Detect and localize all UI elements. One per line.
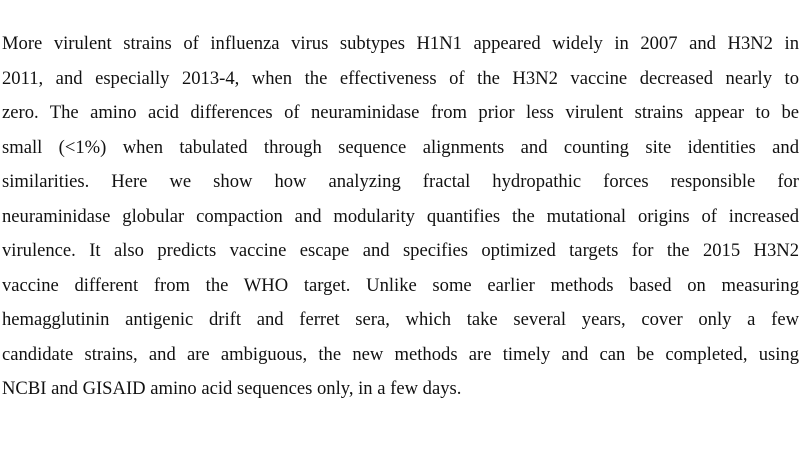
abstract-line-1: More virulent strains of influenza virus subtypes H1N1 appeared widely in 2007 and H3N2 in: [2, 33, 799, 54]
abstract-line-9: hemagglutinin antigenic drift and ferret sera, which take several years, cover only a few: [2, 309, 799, 330]
abstract-line-6: neuraminidase globular compaction and modularity quantifies the mutational origins of increased: [2, 205, 799, 227]
abstract-paragraph: [2, 27, 799, 407]
abstract-line-10: candidate strains, and are ambiguous, the new methods are timely and can be completed, using: [2, 343, 799, 365]
abstract-line-3: zero. The amino acid differences of neuraminidase from prior less virulent strains appear to be: [2, 102, 799, 123]
abstract-line-2: 2011, and especially 2013-4, when the effectiveness of the H3N2 vaccine decreased nearly to: [2, 67, 799, 89]
abstract-line-4: small (<1%) when tabulated through sequence alignments and counting site identities and: [2, 136, 799, 158]
abstract-line-7: virulence. It also predicts vaccine escape and specifies optimized targets for the 2015 H3N2: [2, 240, 799, 261]
abstract-line-5: similarities. Here we show how analyzing fractal hydropathic forces responsible for: [2, 171, 799, 192]
abstract-line-11: NCBI and GISAID amino acid sequences only, in a few days.: [2, 378, 462, 399]
abstract-line-8: vaccine different from the WHO target. Unlike some earlier methods based on measuring: [2, 274, 799, 296]
